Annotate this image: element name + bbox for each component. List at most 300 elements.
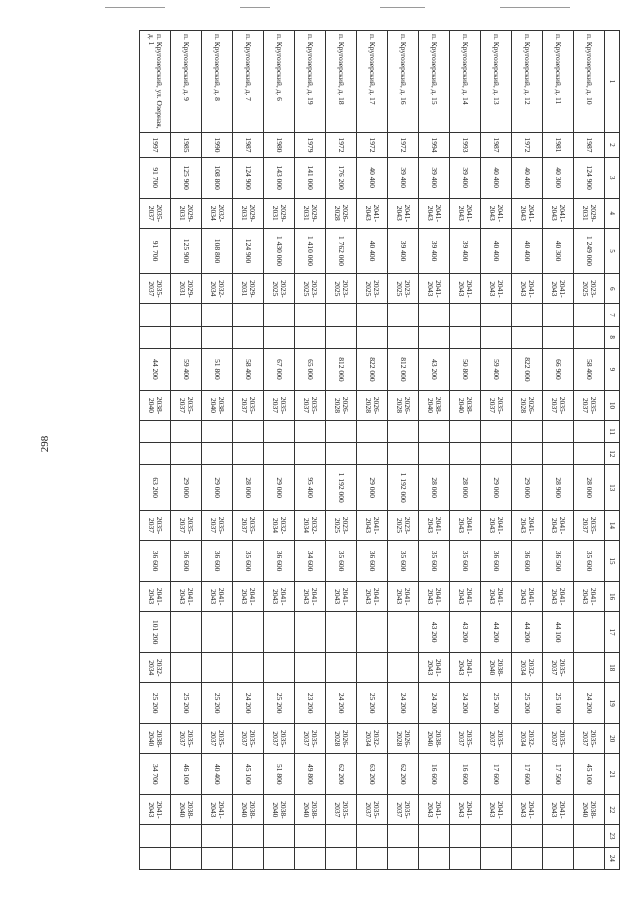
table-cell: 2035- 2037: [140, 198, 171, 228]
column-number: 5: [605, 228, 620, 274]
table-cell: 101 200: [140, 612, 171, 653]
table-cell: [574, 420, 605, 442]
table-cell: 176 200: [326, 157, 357, 198]
column-number: 17: [605, 612, 620, 653]
table-cell: 40 400: [512, 157, 543, 198]
table-cell: 125 900: [171, 157, 202, 198]
column-number-row: [605, 31, 620, 870]
table-cell: [388, 612, 419, 653]
table-cell: 44 200: [140, 348, 171, 390]
column-number: 15: [605, 540, 620, 581]
table-row: [295, 31, 326, 870]
table-cell: 24 200: [388, 683, 419, 724]
table-cell: 25 200: [171, 683, 202, 724]
table-cell: 2041- 2043: [450, 198, 481, 228]
table-cell: 29 000: [264, 465, 295, 511]
table-cell: 36 600: [202, 540, 233, 581]
table-cell: 16 600: [450, 754, 481, 795]
address-cell: п. Кругозерский, д. 12: [512, 31, 543, 133]
table-cell: 2035- 2037: [295, 390, 326, 420]
table-cell: 95 400: [295, 465, 326, 511]
table-cell: [171, 612, 202, 653]
table-cell: [171, 653, 202, 683]
table-cell: 2023- 2025: [357, 274, 388, 304]
table-cell: 1972: [357, 133, 388, 157]
table-cell: 40 400: [357, 157, 388, 198]
table-cell: [202, 420, 233, 442]
column-number: 22: [605, 795, 620, 825]
table-cell: [233, 612, 264, 653]
table-cell: 29 000: [512, 465, 543, 511]
table-cell: 28 000: [419, 465, 450, 511]
table-cell: 2041- 2043: [419, 274, 450, 304]
table-cell: 43 200: [419, 612, 450, 653]
table-cell: 39 400: [450, 157, 481, 198]
table-cell: 1972: [512, 133, 543, 157]
table-cell: 812 000: [388, 348, 419, 390]
table-cell: 24 200: [574, 683, 605, 724]
table-cell: 2041- 2043: [450, 274, 481, 304]
table-row: [233, 31, 264, 870]
table-cell: [357, 443, 388, 465]
rotated-table-container: [85, 30, 620, 870]
table-cell: [171, 420, 202, 442]
table-cell: 2041- 2043: [481, 274, 512, 304]
table-cell: 2041- 2043: [543, 795, 574, 825]
table-cell: 28 000: [233, 465, 264, 511]
table-cell: 16 600: [419, 754, 450, 795]
table-cell: 91 700: [140, 157, 171, 198]
table-cell: [543, 847, 574, 869]
table-cell: [233, 825, 264, 847]
table-cell: [543, 420, 574, 442]
address-cell: п. Кругозерский, ул. Озерная, д. 1: [140, 31, 171, 133]
table-cell: [419, 847, 450, 869]
table-cell: 36 600: [264, 540, 295, 581]
table-cell: 2035- 2037: [264, 724, 295, 754]
table-cell: [202, 443, 233, 465]
table-cell: 2026- 2028: [388, 724, 419, 754]
table-cell: 2029- 2031: [171, 274, 202, 304]
table-cell: 34 700: [140, 754, 171, 795]
table-cell: 67 000: [264, 348, 295, 390]
table-cell: 2041- 2043: [543, 274, 574, 304]
table-body: [140, 31, 620, 870]
table-cell: [140, 420, 171, 442]
column-number: 20: [605, 724, 620, 754]
column-number: 18: [605, 653, 620, 683]
table-cell: [450, 326, 481, 348]
column-number: 21: [605, 754, 620, 795]
table-cell: 2029- 2031: [264, 198, 295, 228]
address-cell: п. Кругозерский, д. 6: [264, 31, 295, 133]
table-cell: [543, 443, 574, 465]
column-number: 6: [605, 274, 620, 304]
table-cell: 63 200: [357, 754, 388, 795]
table-cell: 25 200: [264, 683, 295, 724]
table-cell: [450, 825, 481, 847]
table-cell: 2041- 2043: [419, 795, 450, 825]
table-cell: [295, 304, 326, 326]
table-cell: [419, 304, 450, 326]
table-cell: [264, 825, 295, 847]
table-cell: [326, 304, 357, 326]
table-cell: [388, 653, 419, 683]
table-cell: 2023- 2025: [574, 274, 605, 304]
table-cell: 17 600: [481, 754, 512, 795]
table-cell: 35 600: [450, 540, 481, 581]
table-cell: 2035- 2037: [543, 653, 574, 683]
table-cell: 2041- 2043: [388, 198, 419, 228]
table-cell: 2041- 2043: [233, 582, 264, 612]
table-cell: [140, 825, 171, 847]
column-number: 1: [605, 31, 620, 133]
table-cell: 25 200: [140, 683, 171, 724]
table-cell: [264, 326, 295, 348]
table-cell: 35 600: [388, 540, 419, 581]
column-number: 13: [605, 465, 620, 511]
address-cell: п. Кругозерский, д. 9: [171, 31, 202, 133]
table-cell: [419, 825, 450, 847]
table-cell: [450, 420, 481, 442]
table-cell: 2023- 2025: [295, 274, 326, 304]
table-cell: [171, 304, 202, 326]
table-cell: 44 100: [543, 612, 574, 653]
column-number: 4: [605, 198, 620, 228]
address-cell: п. Кругозерский, д. 19: [295, 31, 326, 133]
table-cell: [264, 653, 295, 683]
table-cell: [512, 420, 543, 442]
table-cell: [233, 653, 264, 683]
table-cell: [357, 825, 388, 847]
table-cell: 25 200: [481, 683, 512, 724]
table-cell: 2041- 2043: [512, 510, 543, 540]
table-cell: 2041- 2043: [512, 274, 543, 304]
scan-artifact: [105, 7, 165, 8]
table-cell: 2035- 2037: [357, 795, 388, 825]
table-cell: 2026- 2028: [512, 390, 543, 420]
table-cell: [171, 326, 202, 348]
table-cell: [512, 304, 543, 326]
table-cell: 29 000: [202, 465, 233, 511]
table-cell: 2035- 2037: [388, 795, 419, 825]
column-number: 11: [605, 420, 620, 442]
table-cell: [233, 304, 264, 326]
table-cell: 2041- 2043: [450, 582, 481, 612]
table-cell: 2032- 2034: [295, 510, 326, 540]
table-cell: 46 100: [171, 754, 202, 795]
table-cell: 36 600: [481, 540, 512, 581]
table-cell: 51 800: [264, 754, 295, 795]
table-cell: 2032- 2034: [357, 724, 388, 754]
table-cell: 2041- 2043: [388, 582, 419, 612]
table-cell: [233, 847, 264, 869]
table-cell: 2035- 2037: [574, 390, 605, 420]
table-cell: 2035- 2037: [264, 390, 295, 420]
column-number: 12: [605, 443, 620, 465]
table-cell: [295, 653, 326, 683]
table-cell: [295, 443, 326, 465]
table-cell: [264, 420, 295, 442]
table-cell: 2035- 2037: [450, 724, 481, 754]
table-cell: [481, 326, 512, 348]
table-cell: 24 200: [326, 683, 357, 724]
table-cell: 50 800: [450, 348, 481, 390]
table-cell: 62 200: [326, 754, 357, 795]
table-cell: 2038- 2040: [450, 390, 481, 420]
table-cell: [512, 847, 543, 869]
table-cell: [543, 304, 574, 326]
table-cell: 108 800: [202, 228, 233, 274]
table-cell: 2041- 2043: [481, 510, 512, 540]
table-cell: 2035- 2037: [171, 510, 202, 540]
table-cell: 40 300: [543, 157, 574, 198]
table-cell: 44 200: [512, 612, 543, 653]
table-row: [202, 31, 233, 870]
table-cell: 25 200: [512, 683, 543, 724]
table-cell: [512, 825, 543, 847]
table-cell: [357, 847, 388, 869]
table-cell: [574, 326, 605, 348]
table-cell: 2023- 2025: [388, 274, 419, 304]
table-cell: 2029- 2031: [233, 274, 264, 304]
table-cell: [202, 612, 233, 653]
table-cell: 2029- 2031: [295, 198, 326, 228]
table-cell: [202, 825, 233, 847]
table-cell: 2041- 2043: [481, 795, 512, 825]
table-cell: [140, 847, 171, 869]
table-cell: [140, 326, 171, 348]
table-cell: 25 200: [202, 683, 233, 724]
table-cell: 45 100: [574, 754, 605, 795]
table-cell: 1 430 000: [264, 228, 295, 274]
table-cell: 40 400: [481, 228, 512, 274]
table-cell: 2023- 2025: [388, 510, 419, 540]
register-table: [139, 30, 620, 870]
table-cell: 2041- 2043: [512, 795, 543, 825]
table-cell: 2035- 2037: [233, 510, 264, 540]
table-cell: 2035- 2037: [543, 390, 574, 420]
table-cell: 2032- 2034: [202, 198, 233, 228]
table-cell: 2038- 2040: [419, 390, 450, 420]
table-cell: [202, 326, 233, 348]
table-cell: [326, 653, 357, 683]
table-cell: [357, 653, 388, 683]
column-number: 16: [605, 582, 620, 612]
table-cell: [295, 326, 326, 348]
table-cell: 2035- 2037: [574, 510, 605, 540]
table-cell: 35 600: [574, 540, 605, 581]
table-cell: 29 000: [481, 465, 512, 511]
table-cell: 2029- 2031: [574, 198, 605, 228]
table-cell: [481, 304, 512, 326]
table-cell: 1 192 000: [388, 465, 419, 511]
table-cell: 2035- 2037: [543, 724, 574, 754]
table-cell: 2023- 2025: [326, 274, 357, 304]
table-cell: [543, 326, 574, 348]
table-cell: [326, 420, 357, 442]
table-cell: [295, 825, 326, 847]
table-cell: [450, 443, 481, 465]
table-cell: [295, 612, 326, 653]
table-cell: 2041- 2043: [543, 510, 574, 540]
table-cell: 2041- 2043: [419, 582, 450, 612]
table-cell: [357, 612, 388, 653]
table-cell: [512, 443, 543, 465]
table-cell: 2041- 2043: [140, 795, 171, 825]
table-cell: 2032- 2034: [202, 274, 233, 304]
table-cell: 1 762 000: [326, 228, 357, 274]
table-cell: 2041- 2043: [357, 582, 388, 612]
table-cell: [357, 326, 388, 348]
table-cell: 36 600: [171, 540, 202, 581]
table-cell: [357, 420, 388, 442]
column-number: 23: [605, 825, 620, 847]
table-cell: 43 200: [419, 348, 450, 390]
table-cell: 1994: [419, 133, 450, 157]
table-cell: 17 600: [512, 754, 543, 795]
table-cell: 2038- 2040: [295, 795, 326, 825]
table-cell: 2035- 2037: [140, 510, 171, 540]
table-cell: [450, 847, 481, 869]
table-cell: 2038- 2040: [574, 795, 605, 825]
table-cell: 58 400: [574, 348, 605, 390]
table-cell: 43 200: [450, 612, 481, 653]
table-cell: 2035- 2037: [574, 724, 605, 754]
table-cell: 1 249 000: [574, 228, 605, 274]
table-cell: 2026- 2028: [357, 390, 388, 420]
table-cell: 23 200: [295, 683, 326, 724]
table-cell: [388, 304, 419, 326]
table-cell: 63 200: [140, 465, 171, 511]
table-cell: [264, 304, 295, 326]
table-cell: 2026- 2028: [388, 390, 419, 420]
table-cell: [419, 420, 450, 442]
column-number: 14: [605, 510, 620, 540]
table-cell: 143 000: [264, 157, 295, 198]
table-cell: 2038- 2040: [481, 653, 512, 683]
table-cell: [140, 304, 171, 326]
table-cell: [543, 825, 574, 847]
table-row: [326, 31, 357, 870]
table-cell: 124 900: [233, 157, 264, 198]
column-number: 2: [605, 133, 620, 157]
table-cell: 1 410 000: [295, 228, 326, 274]
table-cell: 39 400: [419, 228, 450, 274]
table-cell: [326, 443, 357, 465]
table-row: [264, 31, 295, 870]
table-cell: [481, 443, 512, 465]
table-cell: 39 400: [388, 157, 419, 198]
table-cell: 2035- 2037: [295, 724, 326, 754]
scan-artifact: [240, 7, 270, 8]
table-cell: 39 400: [419, 157, 450, 198]
table-row: [481, 31, 512, 870]
table-cell: 62 200: [388, 754, 419, 795]
table-cell: 40 300: [543, 228, 574, 274]
table-cell: 2035- 2037: [202, 724, 233, 754]
table-cell: 1985: [171, 133, 202, 157]
table-cell: 2026- 2028: [326, 724, 357, 754]
table-cell: 2041- 2043: [326, 582, 357, 612]
table-cell: 34 600: [295, 540, 326, 581]
table-cell: 17 500: [543, 754, 574, 795]
table-cell: 2032- 2034: [512, 653, 543, 683]
table-cell: 822 000: [512, 348, 543, 390]
table-cell: 2041- 2043: [481, 198, 512, 228]
address-cell: п. Кругозерский, д. 10: [574, 31, 605, 133]
table-cell: 2041- 2043: [295, 582, 326, 612]
table-cell: 1997: [140, 133, 171, 157]
table-cell: [388, 420, 419, 442]
table-cell: 2035- 2037: [481, 390, 512, 420]
address-cell: п. Кругозерский, д. 11: [543, 31, 574, 133]
table-cell: 2041- 2043: [419, 653, 450, 683]
table-cell: 36 500: [543, 540, 574, 581]
column-number: 24: [605, 847, 620, 869]
table-row: [543, 31, 574, 870]
table-cell: 2038- 2040: [140, 724, 171, 754]
table-cell: [295, 420, 326, 442]
table-cell: 2041- 2043: [543, 582, 574, 612]
table-cell: 65 000: [295, 348, 326, 390]
table-cell: [202, 653, 233, 683]
address-cell: п. Кругозерский, д. 15: [419, 31, 450, 133]
table-cell: 2038- 2040: [419, 724, 450, 754]
table-cell: [326, 326, 357, 348]
table-cell: [233, 443, 264, 465]
table-cell: 25 200: [357, 683, 388, 724]
table-cell: 124 900: [233, 228, 264, 274]
table-cell: 36 600: [512, 540, 543, 581]
table-cell: 141 000: [295, 157, 326, 198]
table-cell: 2041- 2043: [264, 582, 295, 612]
address-cell: п. Кругозерский, д. 18: [326, 31, 357, 133]
table-cell: 2041- 2043: [512, 582, 543, 612]
table-cell: [264, 443, 295, 465]
column-number: 8: [605, 326, 620, 348]
table-cell: 2035- 2037: [481, 724, 512, 754]
table-cell: 2029- 2031: [233, 198, 264, 228]
table-cell: [419, 326, 450, 348]
column-number: 3: [605, 157, 620, 198]
column-number: 9: [605, 348, 620, 390]
table-cell: [171, 443, 202, 465]
address-cell: п. Кругозерский, д. 17: [357, 31, 388, 133]
table-cell: 2035- 2037: [171, 390, 202, 420]
table-cell: 2041- 2043: [450, 653, 481, 683]
table-cell: 2038- 2040: [171, 795, 202, 825]
table-cell: 2041- 2043: [512, 198, 543, 228]
table-row: [357, 31, 388, 870]
table-cell: 59 400: [481, 348, 512, 390]
address-cell: п. Кругозерский, д. 14: [450, 31, 481, 133]
page-number: 298: [39, 435, 51, 453]
table-cell: 91 700: [140, 228, 171, 274]
table-cell: 2038- 2040: [264, 795, 295, 825]
table-cell: 36 600: [357, 540, 388, 581]
table-cell: 822 000: [357, 348, 388, 390]
table-cell: [264, 612, 295, 653]
address-cell: п. Кругозерский, д. 8: [202, 31, 233, 133]
table-cell: 1979: [295, 133, 326, 157]
table-cell: 45 100: [233, 754, 264, 795]
table-row: [171, 31, 202, 870]
table-cell: 2035- 2037: [233, 390, 264, 420]
table-cell: 2041- 2043: [357, 198, 388, 228]
table-cell: 2035- 2037: [326, 795, 357, 825]
table-cell: 2023- 2025: [264, 274, 295, 304]
